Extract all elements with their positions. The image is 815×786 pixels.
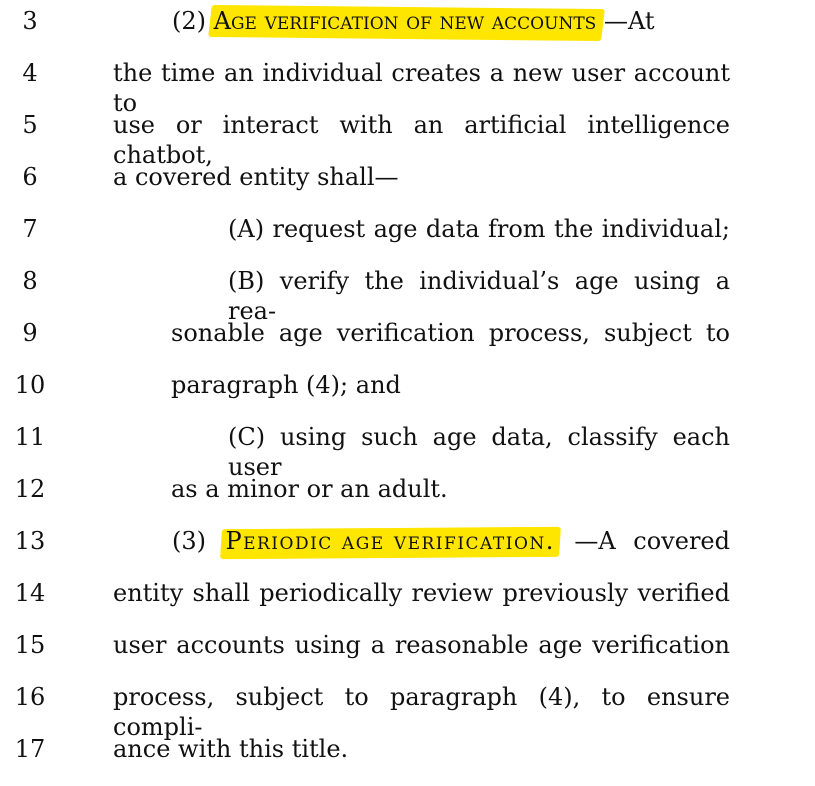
document-line xyxy=(0,318,815,370)
line-text: a covered entity shall— xyxy=(113,163,399,191)
document-line xyxy=(0,214,815,266)
document-line xyxy=(0,630,815,682)
line-number: 6 xyxy=(22,163,38,191)
line-text: (C) using such age data, classify each user xyxy=(228,423,730,481)
document-line xyxy=(0,58,815,117)
line-text: (B) verify the individual’s age using a rea- xyxy=(228,267,730,325)
document-line xyxy=(0,110,815,169)
document-line xyxy=(0,162,815,214)
document-line xyxy=(0,6,815,58)
paragraph-2-opening xyxy=(172,6,655,36)
line-text: as a minor or an adult. xyxy=(171,475,448,503)
line-text: the time an individual creates a new user account to xyxy=(113,59,730,117)
document-line xyxy=(0,474,815,526)
line-text: paragraph (4); and xyxy=(171,371,401,399)
line-text: user accounts using a reasonable age verification xyxy=(113,631,730,659)
document-line xyxy=(0,682,815,741)
line-text: process, subject to paragraph (4), to ensure compli- xyxy=(113,683,730,741)
line-number: 10 xyxy=(14,371,46,399)
document-line xyxy=(0,578,815,630)
document-line xyxy=(0,734,815,786)
line-number: 12 xyxy=(14,475,46,503)
line-text: sonable age verification process, subject to xyxy=(171,319,730,347)
line-number: 16 xyxy=(14,683,46,711)
line-number: 15 xyxy=(14,631,46,659)
highlighted-heading: Periodic age verification. xyxy=(225,527,555,555)
document-line xyxy=(0,422,815,481)
line-text: (A) request age data from the individual; xyxy=(228,215,730,243)
line-number: 14 xyxy=(14,579,46,607)
highlighted-heading: Age verification of new accounts xyxy=(213,7,597,35)
line-number: 9 xyxy=(22,319,38,347)
paragraph-label: (2) xyxy=(172,7,214,35)
paragraph-3-opening xyxy=(172,526,730,556)
line-number: 3 xyxy=(22,7,38,35)
line-text: ance with this title. xyxy=(113,735,349,763)
line-number: 5 xyxy=(22,111,38,139)
line-number: 13 xyxy=(14,527,46,555)
line-number: 4 xyxy=(22,59,38,87)
line-number: 17 xyxy=(14,735,46,763)
line-number: 8 xyxy=(22,267,38,295)
document-line xyxy=(0,266,815,325)
heading-tail: .—At xyxy=(596,7,655,35)
document-line xyxy=(0,370,815,422)
document-line xyxy=(0,526,815,578)
line-number: 11 xyxy=(14,423,46,451)
paragraph-label: (3) xyxy=(172,527,206,555)
line-number: 7 xyxy=(22,215,38,243)
line-text: use or interact with an artificial intelligence chatbot, xyxy=(113,111,730,169)
line-text: entity shall periodically review previously verified xyxy=(113,579,730,607)
heading-tail: —A covered xyxy=(574,527,730,555)
